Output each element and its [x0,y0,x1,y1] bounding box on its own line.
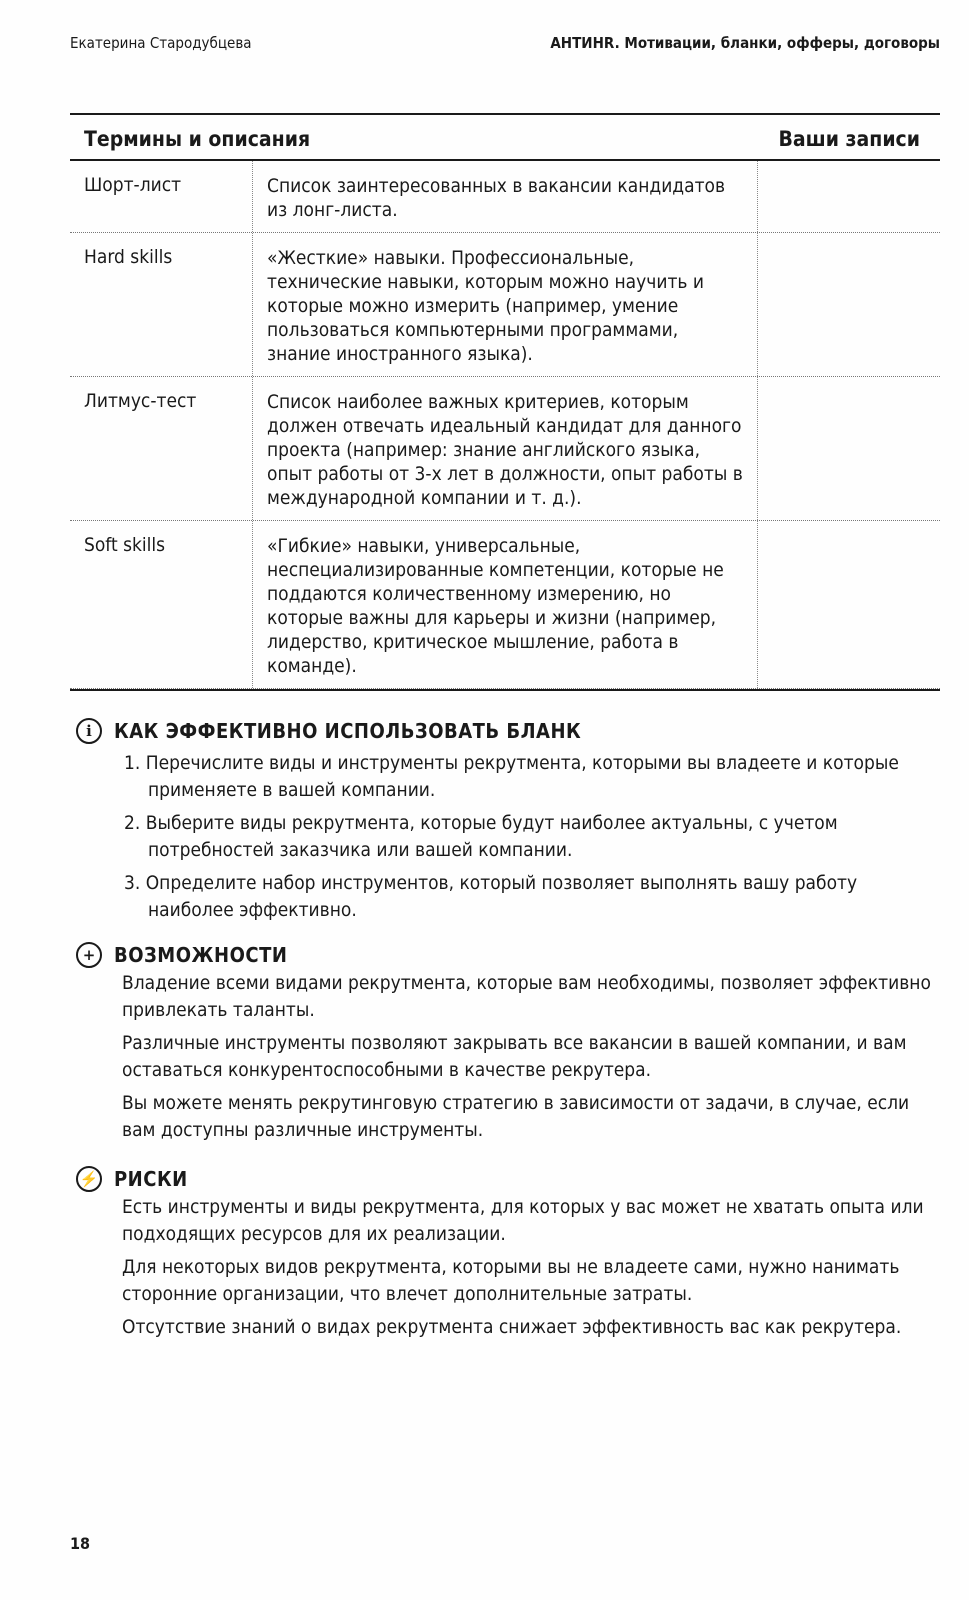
paragraph: Отсутствие знаний о видах рекрутмента снижает эффективность вас как рекрутера. [122,1316,902,1338]
table-row [70,377,940,521]
notes-cell[interactable] [754,521,940,688]
author-name: Екатерина Стародубцева [70,34,252,52]
section-title: РИСКИ [114,1167,188,1191]
step-item: 1. Перечислите виды и инструменты рекрутмента, которыми вы владеете и которые применяете в вашей компании. [124,752,899,801]
column-header-terms: Термины и описания [84,127,311,151]
paragraph: Владение всеми видами рекрутмента, которые вам необходимы, позволяет эффективно привлекать таланты. [122,972,931,1021]
notes-cell[interactable] [754,377,940,520]
paragraph: Различные инструменты позволяют закрывать все вакансии в вашей компании, и вам оставаться конкурентоспособными в качестве рекрутера. [122,1032,907,1081]
section-risks [76,1164,940,1347]
lightning-icon: ⚡ [76,1166,102,1192]
term: Soft skills [84,534,166,556]
section-howto [76,716,940,930]
term-description: «Гибкие» навыки, универсальные, неспециализированные компетенции, которые не поддаются количественному измерению, но которые важны для карьеры и жизни (например, лидерство, критическое мышление, работа в команде). [252,521,758,688]
paragraph: Для некоторых видов рекрутмента, которыми вы не владеете сами, нужно нанимать сторонние организации, что влечет дополнительные затраты. [122,1256,900,1305]
book-title: АНТИНR. Мотивации, бланки, офферы, договоры [550,34,940,52]
page-number: 18 [70,1534,91,1553]
term-description: Список наиболее важных критериев, которым должен отвечать идеальный кандидат для данного проекта (например: знание английского языка, опыт работы от 3-х лет в должности, опыт работы в международной компании и т. д.). [252,377,758,520]
table-header [70,115,940,159]
table-row [70,161,940,233]
section-title: КАК ЭФФЕКТИВНО ИСПОЛЬЗОВАТЬ БЛАНК [114,719,582,743]
table-row [70,233,940,377]
table-row [70,521,940,689]
term-description: «Жесткие» навыки. Профессиональные, технические навыки, которым можно научить и которые можно измерить (например, умение пользоваться компьютерными программами, знание иностранного языка). [252,233,758,376]
term: Литмус-тест [84,390,197,412]
column-header-notes: Ваши записи [778,127,920,151]
term-description: Список заинтересованных в вакансии кандидатов из лонг-листа. [252,161,758,232]
terms-table [70,113,940,691]
term: Hard skills [84,246,173,268]
info-icon: i [76,718,102,744]
table-bottom-rule [70,689,940,691]
step-item: 2. Выберите виды рекрутмента, которые будут наиболее актуальны, с учетом потребностей заказчика или вашей компании. [124,812,838,861]
section-title: ВОЗМОЖНОСТИ [114,943,288,967]
step-item: 3. Определите набор инструментов, который позволяет выполнять вашу работу наиболее эффективно. [124,872,858,921]
term: Шорт-лист [84,174,182,196]
notes-cell[interactable] [754,233,940,376]
paragraph: Вы можете менять рекрутинговую стратегию в зависимости от задачи, в случае, если вам доступны различные инструменты. [122,1092,910,1141]
notes-cell[interactable] [754,161,940,232]
paragraph: Есть инструменты и виды рекрутмента, для которых у вас может не хватать опыта или подходящих ресурсов для их реализации. [122,1196,924,1245]
section-opportunities [76,940,940,1150]
steps-list [124,750,940,924]
plus-icon: + [76,942,102,968]
